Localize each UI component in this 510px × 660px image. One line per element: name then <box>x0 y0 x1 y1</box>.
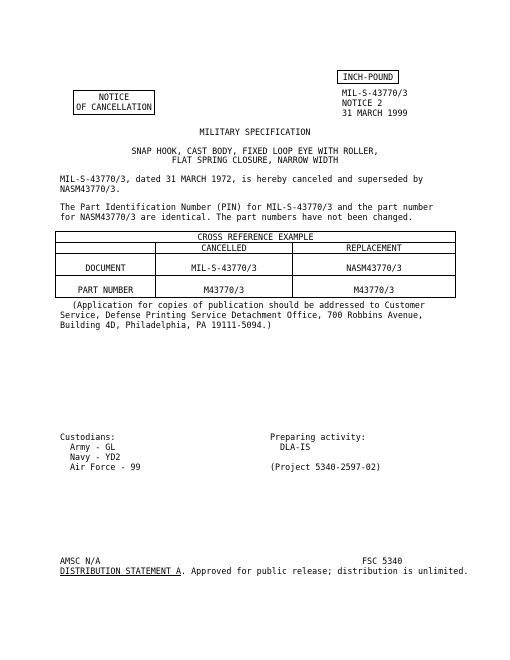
notice-number: NOTICE 2 <box>342 98 383 108</box>
application-line3: Building 4D, Philadelphia, PA 19111-5094.) <box>60 320 272 330</box>
table-header-blank <box>56 243 156 254</box>
table-row <box>56 254 456 276</box>
doc-number: MIL-S-43770/3 <box>342 88 408 98</box>
spec-heading: MILITARY SPECIFICATION <box>199 127 311 137</box>
notice-of-cancellation-box <box>73 90 155 115</box>
para1-line2: NASM43770/3. <box>60 184 121 194</box>
cross-reference-table <box>55 231 456 298</box>
custodians-block <box>60 432 141 472</box>
cell-document-cancelled: MIL-S-43770/3 <box>156 254 293 276</box>
inch-pound-box <box>337 70 399 84</box>
para2-line1: The Part Identification Number (PIN) for MIL-S-43770/3 and the part number <box>60 202 434 212</box>
table-title: CROSS REFERENCE EXAMPLE <box>56 232 456 243</box>
application-paragraph <box>60 300 480 330</box>
cell-part-replacement: M43770/3 <box>293 276 456 298</box>
custodian-army: Army - GL <box>70 442 116 452</box>
cell-document-replacement: NASM43770/3 <box>293 254 456 276</box>
row-label-document: DOCUMENT <box>56 254 156 276</box>
notice-label: NOTICE <box>98 92 130 102</box>
preparing-label: Preparing activity: <box>270 432 366 442</box>
title-line-2: FLAT SPRING CLOSURE, NARROW WIDTH <box>171 155 339 165</box>
preparing-activity-block <box>270 432 381 472</box>
fsc-label: FSC 5340 <box>362 556 403 566</box>
project-number: (Project 5340-2597-02) <box>270 462 381 472</box>
para1-line1: MIL-S-43770/3, dated 31 MARCH 1972, is hereby canceled and superseded by <box>60 174 424 184</box>
table-header-replacement: REPLACEMENT <box>293 243 456 254</box>
para2-line2: for NASM43770/3 are identical. The part numbers have not been changed. <box>60 212 413 222</box>
preparing-activity: DLA-IS <box>280 442 311 452</box>
cancellation-label: OF CANCELLATION <box>76 102 152 112</box>
distribution-label: DISTRIBUTION STATEMENT A <box>60 566 182 576</box>
inch-pound-label: INCH-POUND <box>342 72 394 82</box>
table-row <box>56 276 456 298</box>
title-line-1: SNAP HOOK, CAST BODY, FIXED LOOP EYE WITH ROLLER, <box>131 146 379 156</box>
amsc-label: AMSC N/A <box>60 556 101 566</box>
distribution-text: . Approved for public release; distribution is unlimited. <box>181 566 469 576</box>
distribution-statement <box>60 566 468 576</box>
document-identifier <box>342 88 408 118</box>
cancellation-paragraph <box>60 174 460 194</box>
application-line2: Service, Defense Printing Service Detachment Office, 700 Robbins Avenue, <box>60 310 424 320</box>
custodian-air-force: Air Force - 99 <box>70 462 141 472</box>
table-header-cancelled: CANCELLED <box>156 243 293 254</box>
notice-date: 31 MARCH 1999 <box>342 108 408 118</box>
application-line1: (Application for copies of publication should be addressed to Customer <box>72 300 425 310</box>
cell-part-cancelled: M43770/3 <box>156 276 293 298</box>
row-label-part-number: PART NUMBER <box>56 276 156 298</box>
custodian-navy: Navy - YD2 <box>70 452 121 462</box>
custodians-label: Custodians: <box>60 432 116 442</box>
pin-paragraph <box>60 202 460 222</box>
